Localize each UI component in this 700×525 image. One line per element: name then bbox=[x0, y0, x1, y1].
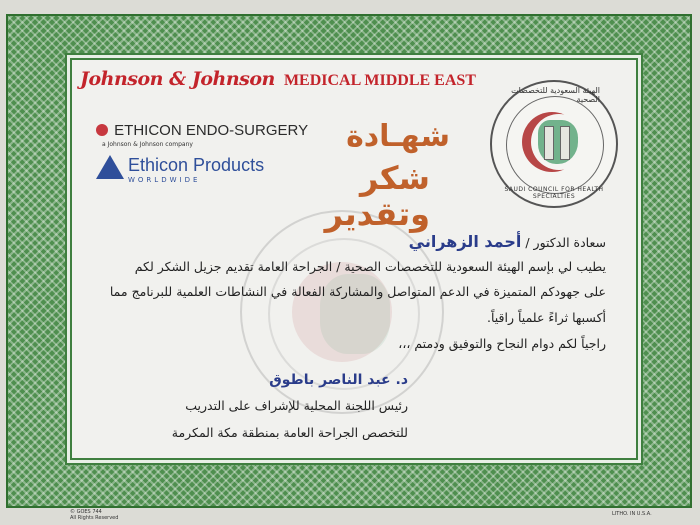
salutation-line bbox=[409, 232, 606, 251]
ethicon-dot-icon bbox=[96, 124, 108, 136]
seal-english-text: SAUDI COUNCIL FOR HEALTH SPECIALTIES bbox=[504, 186, 604, 200]
salutation: سعادة الدكتور / bbox=[525, 235, 606, 250]
body-line: أكسبها ثراءً علمياً راقياً. bbox=[486, 310, 606, 325]
jj-brand-text: Johnson & Johnson bbox=[80, 68, 275, 90]
signatory-role: للتخصص الجراحة العامة بمنطقة مكة المكرمة bbox=[171, 425, 408, 440]
ethicon-endo-logo bbox=[96, 122, 308, 139]
ethicon-products-logo bbox=[96, 155, 264, 184]
seal-arabic-text: الهيئة السعودية للتخصصات الصحية bbox=[511, 86, 600, 104]
ethicon-endo-text: ETHICON ENDO-SURGERY bbox=[114, 122, 309, 139]
certificate-subtitle: شكر وتقدير bbox=[324, 159, 430, 233]
footer-left-line: © GOES 744 bbox=[70, 509, 102, 515]
footer-left-line: All Rights Reserved bbox=[70, 515, 119, 521]
signatory-name: د. عبد الناصر باطوق bbox=[269, 372, 408, 388]
recipient-name: أحمد الزهراني bbox=[408, 232, 522, 251]
closing-line: راجياً لكم دوام النجاح والتوفيق ودمتم ،،، bbox=[398, 336, 606, 351]
ethicon-products-text: Ethicon Products bbox=[128, 155, 265, 175]
body-line: على جهودكم المتميزة في الدعم المتواصل والمشاركة الفعالة في النشاطات العلمية للبرنامج مما bbox=[109, 284, 606, 299]
jj-region-text: MEDICAL MIDDLE EAST bbox=[283, 72, 476, 89]
certificate-title: شهـادة bbox=[346, 119, 450, 154]
body-line: يطيب لي بإسم الهيئة السعودية للتخصصات الصحية / الجراحة العامة تقديم جزيل الشكر لكم bbox=[134, 259, 606, 274]
footer-litho: LITHO. IN U.S.A. bbox=[612, 511, 652, 517]
ethicon-triangle-icon bbox=[96, 155, 124, 179]
ethicon-endo-sub: a Johnson & Johnson company bbox=[102, 141, 193, 148]
worldwide-text: WORLDWIDE bbox=[128, 176, 201, 184]
pillar-icon bbox=[544, 126, 554, 160]
council-seal bbox=[490, 80, 618, 208]
jj-logo bbox=[80, 68, 476, 90]
signatory-role: رئيس اللجنة المحلية للإشراف على التدريب bbox=[185, 398, 408, 413]
footer-copyright bbox=[70, 509, 118, 521]
pillar-icon bbox=[560, 126, 570, 160]
